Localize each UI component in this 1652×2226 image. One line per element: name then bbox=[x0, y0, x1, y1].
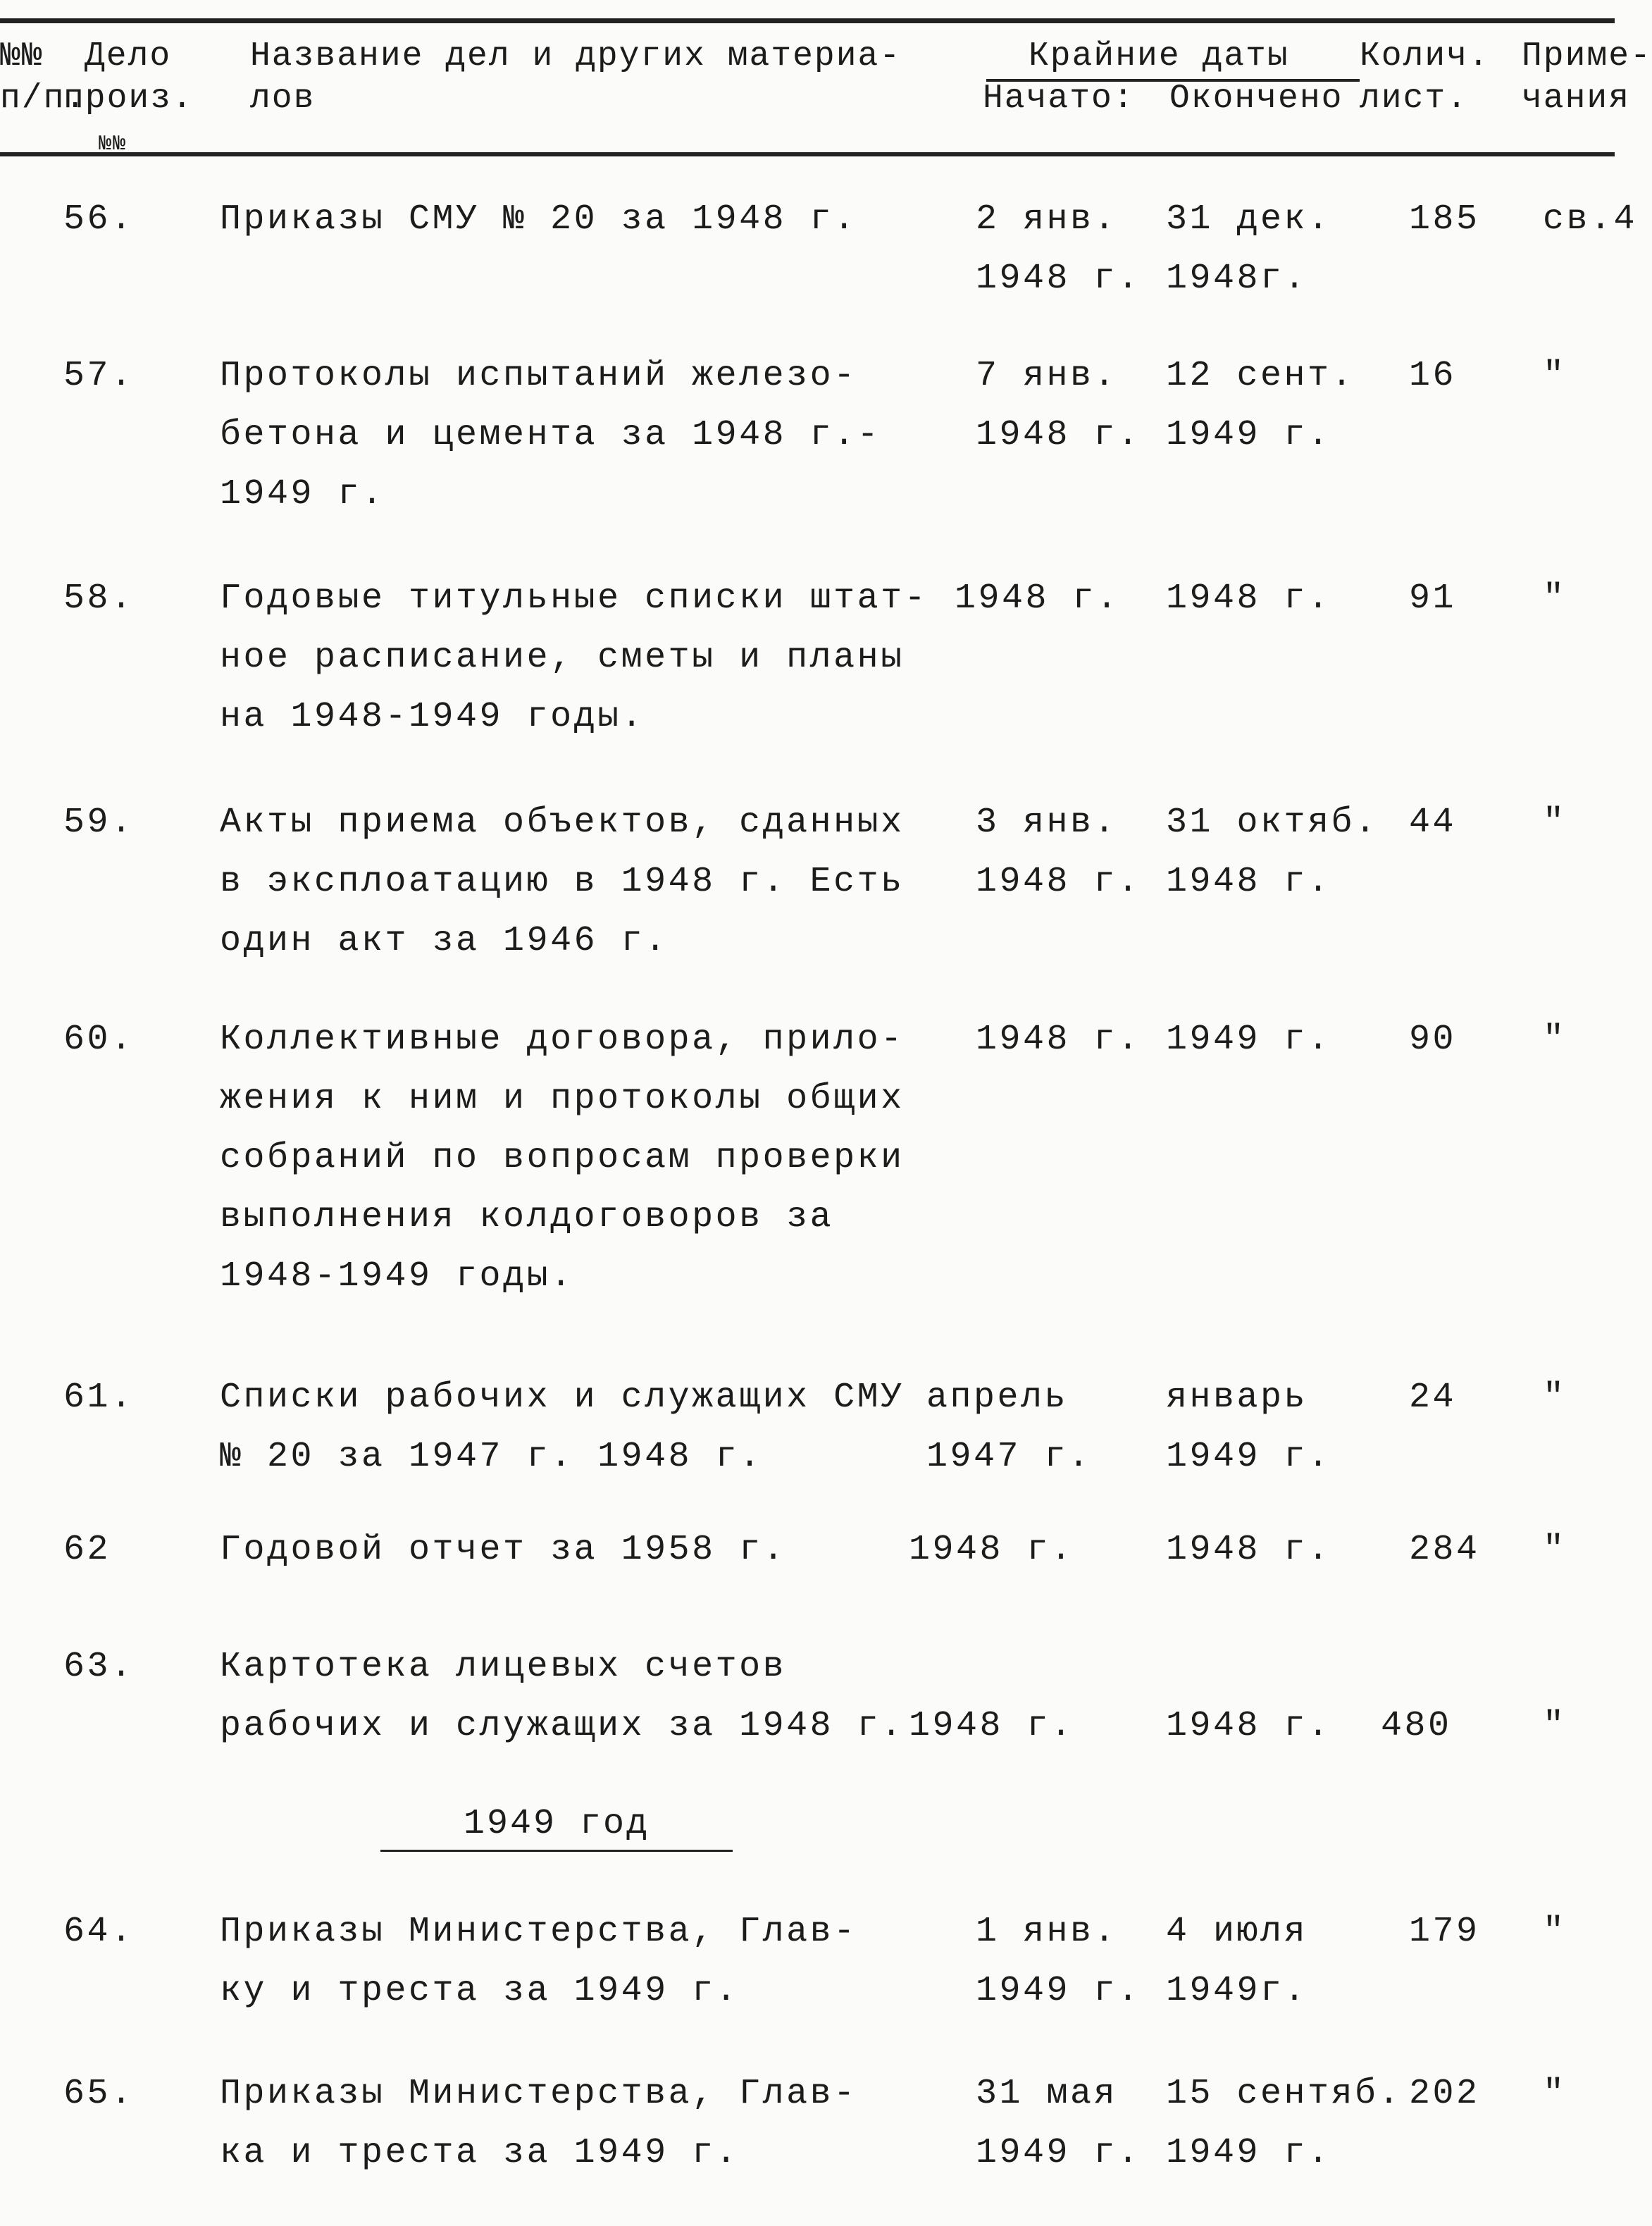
case-title-line: Акты приема объектов, сданных bbox=[220, 803, 905, 843]
start-date-line: 1948 г. bbox=[976, 1020, 1141, 1060]
case-title bbox=[220, 1368, 905, 1487]
sheet-count: 185 bbox=[1409, 199, 1480, 240]
case-number: 61. bbox=[63, 1378, 135, 1418]
case-title bbox=[220, 1638, 905, 1756]
start-date-line: 1948 г. bbox=[909, 1530, 1074, 1570]
sheet-count: 90 bbox=[1409, 1020, 1457, 1060]
start-date-line: 1948 г. bbox=[976, 259, 1141, 299]
end-date-line: 1949 г. bbox=[1166, 415, 1331, 455]
start-date-line: 1949 г. bbox=[976, 1971, 1141, 2011]
end-date-line: 1948 г. bbox=[1166, 579, 1331, 619]
start-date bbox=[909, 1638, 1074, 1756]
end-date-line: 31 октяб. bbox=[1166, 803, 1379, 843]
case-title-line: один акт за 1946 г. bbox=[220, 921, 669, 961]
header-note bbox=[1522, 35, 1652, 120]
start-date-line: 7 янв. bbox=[976, 356, 1118, 396]
start-date-line: 1948 г. bbox=[976, 415, 1141, 455]
case-title-line: Картотека лицевых счетов bbox=[220, 1647, 787, 1687]
start-date-line: 1 янв. bbox=[976, 1912, 1118, 1952]
sheet-count: 16 bbox=[1409, 356, 1457, 396]
start-date-line: 1948 г. bbox=[955, 579, 1120, 619]
end-date bbox=[1166, 1368, 1331, 1487]
case-title-line: в эксплоатацию в 1948 г. Есть bbox=[220, 862, 905, 902]
end-date bbox=[1166, 1638, 1331, 1756]
note: " bbox=[1543, 1378, 1567, 1418]
header-case-line: произ. bbox=[63, 80, 194, 118]
end-date-line: 31 дек. bbox=[1166, 199, 1331, 240]
note: " bbox=[1543, 1530, 1567, 1570]
end-date-line: 1949г. bbox=[1166, 1971, 1308, 2011]
header-title bbox=[250, 35, 901, 120]
start-date-line: 1948 г. bbox=[976, 862, 1141, 902]
case-title-line: жения к ним и протоколы общих bbox=[220, 1079, 905, 1119]
case-title bbox=[220, 1903, 857, 2021]
case-title-line: Приказы Министерства, Глав- bbox=[220, 2074, 857, 2114]
case-number: 57. bbox=[63, 356, 135, 396]
header-count-line: Колич. bbox=[1360, 37, 1490, 75]
case-title-line: рабочих и служащих за 1948 г. bbox=[220, 1706, 905, 1746]
start-date-line: 1948 г. bbox=[909, 1706, 1074, 1746]
case-number: 63. bbox=[63, 1647, 135, 1687]
sheet-count: 179 bbox=[1409, 1912, 1480, 1952]
header-bottom-rule bbox=[0, 152, 1615, 156]
start-date bbox=[976, 2065, 1141, 2183]
note: " bbox=[1543, 579, 1567, 619]
sheet-count: 202 bbox=[1409, 2074, 1480, 2114]
start-date-line: 31 мая bbox=[976, 2074, 1118, 2114]
case-title bbox=[220, 1521, 786, 1580]
start-date bbox=[976, 1903, 1141, 2021]
header-count bbox=[1360, 35, 1490, 120]
start-date-line: апрель bbox=[926, 1378, 1069, 1418]
start-date bbox=[909, 1521, 1074, 1580]
case-title-line: 1949 г. bbox=[220, 474, 385, 514]
case-title-line: Списки рабочих и служащих СМУ bbox=[220, 1378, 905, 1418]
end-date bbox=[1166, 1521, 1331, 1580]
start-date bbox=[926, 1368, 1092, 1487]
case-number: 60. bbox=[63, 1020, 135, 1060]
note: " bbox=[1543, 1020, 1567, 1060]
end-date-line: 1948 г. bbox=[1166, 862, 1331, 902]
sheet-count: 91 bbox=[1409, 579, 1457, 619]
header-case-line: №№ bbox=[99, 132, 128, 156]
header-end: Окончено bbox=[1169, 80, 1343, 118]
case-title bbox=[220, 1010, 905, 1306]
section-year-heading: 1949 год bbox=[380, 1804, 733, 1852]
case-title bbox=[220, 793, 905, 971]
end-date-line: 15 сентяб. bbox=[1166, 2074, 1403, 2114]
end-date bbox=[1166, 1903, 1308, 2021]
header-dates: Крайние даты bbox=[1029, 37, 1289, 75]
case-number: 62 bbox=[63, 1530, 111, 1570]
end-date-line: 1949 г. bbox=[1166, 1437, 1331, 1477]
note: св.4 bbox=[1543, 199, 1638, 240]
case-title-line: Годовые титульные списки штат- bbox=[220, 579, 929, 619]
sheet-count: 480 bbox=[1381, 1706, 1452, 1746]
end-date-line: 12 сент. bbox=[1166, 356, 1355, 396]
end-date-line: 1948г. bbox=[1166, 259, 1308, 299]
header-note-line: Приме- bbox=[1522, 37, 1652, 75]
case-title-line: бетона и цемента за 1948 г.- bbox=[220, 415, 881, 455]
sheet-count: 24 bbox=[1409, 1378, 1457, 1418]
end-date-line: 1949 г. bbox=[1166, 2133, 1331, 2173]
sheet-count: 44 bbox=[1409, 803, 1457, 843]
start-date bbox=[976, 1010, 1141, 1070]
case-number: 59. bbox=[63, 803, 135, 843]
start-date-line: 3 янв. bbox=[976, 803, 1118, 843]
case-title bbox=[220, 347, 881, 524]
top-rule bbox=[0, 18, 1615, 23]
header-count-line: лист. bbox=[1360, 80, 1469, 118]
case-title-line: ка и треста за 1949 г. bbox=[220, 2133, 740, 2173]
header-title-line: Название дел и других материа- bbox=[250, 37, 902, 75]
note: " bbox=[1543, 803, 1567, 843]
header-start: Начато: bbox=[983, 80, 1135, 118]
case-number: 58. bbox=[63, 579, 135, 619]
case-title-line: Коллективные договора, прило- bbox=[220, 1020, 905, 1060]
case-title-line: собраний по вопросам проверки bbox=[220, 1138, 905, 1178]
header-note-line: чания bbox=[1522, 80, 1631, 118]
case-title bbox=[220, 190, 857, 249]
case-title-line: Приказы СМУ № 20 за 1948 г. bbox=[220, 199, 857, 240]
start-date bbox=[976, 793, 1141, 912]
case-title-line: Приказы Министерства, Глав- bbox=[220, 1912, 857, 1952]
sheet-count: 284 bbox=[1409, 1530, 1480, 1570]
note: " bbox=[1543, 1912, 1567, 1952]
header-no-line: №№ bbox=[0, 37, 44, 75]
start-date bbox=[955, 569, 1120, 629]
start-date bbox=[976, 190, 1141, 309]
header-no-line: п/п. bbox=[0, 80, 87, 118]
case-title bbox=[220, 569, 928, 747]
case-title-line: ку и треста за 1949 г. bbox=[220, 1971, 740, 2011]
case-title-line: Годовой отчет за 1958 г. bbox=[220, 1530, 787, 1570]
start-date bbox=[976, 347, 1141, 465]
case-title-line: на 1948-1949 годы. bbox=[220, 697, 645, 737]
start-date-line bbox=[909, 1638, 1074, 1697]
end-date bbox=[1166, 190, 1331, 309]
note: " bbox=[1543, 356, 1567, 396]
end-date-line: 1948 г. bbox=[1166, 1706, 1331, 1746]
end-date-line bbox=[1166, 1638, 1331, 1697]
start-date-line: 1949 г. bbox=[976, 2133, 1141, 2173]
case-title-line: 1948-1949 годы. bbox=[220, 1256, 574, 1297]
header-title-line: лов bbox=[250, 80, 316, 118]
note: " bbox=[1543, 2074, 1567, 2114]
header-case bbox=[63, 35, 194, 166]
case-title-line: ное расписание, сметы и планы bbox=[220, 638, 905, 678]
case-number: 56. bbox=[63, 199, 135, 240]
case-number: 64. bbox=[63, 1912, 135, 1952]
end-date-line: 1948 г. bbox=[1166, 1530, 1331, 1570]
end-date-line: январь bbox=[1166, 1378, 1308, 1418]
end-date bbox=[1166, 793, 1379, 912]
header-case-line: Дело bbox=[85, 37, 172, 75]
case-title-line: выполнения колдоговоров за bbox=[220, 1197, 834, 1237]
end-date bbox=[1166, 1010, 1331, 1070]
case-title-line: № 20 за 1947 г. 1948 г. bbox=[220, 1437, 763, 1477]
end-date bbox=[1166, 347, 1355, 465]
note: " bbox=[1543, 1706, 1567, 1746]
end-date-line: 4 июля bbox=[1166, 1912, 1308, 1952]
case-title-line: Протоколы испытаний железо- bbox=[220, 356, 857, 396]
end-date-line: 1949 г. bbox=[1166, 1020, 1331, 1060]
end-date bbox=[1166, 2065, 1402, 2183]
case-title bbox=[220, 2065, 857, 2183]
start-date-line: 2 янв. bbox=[976, 199, 1118, 240]
start-date-line: 1947 г. bbox=[926, 1437, 1092, 1477]
end-date bbox=[1166, 569, 1331, 629]
case-number: 65. bbox=[63, 2074, 135, 2114]
